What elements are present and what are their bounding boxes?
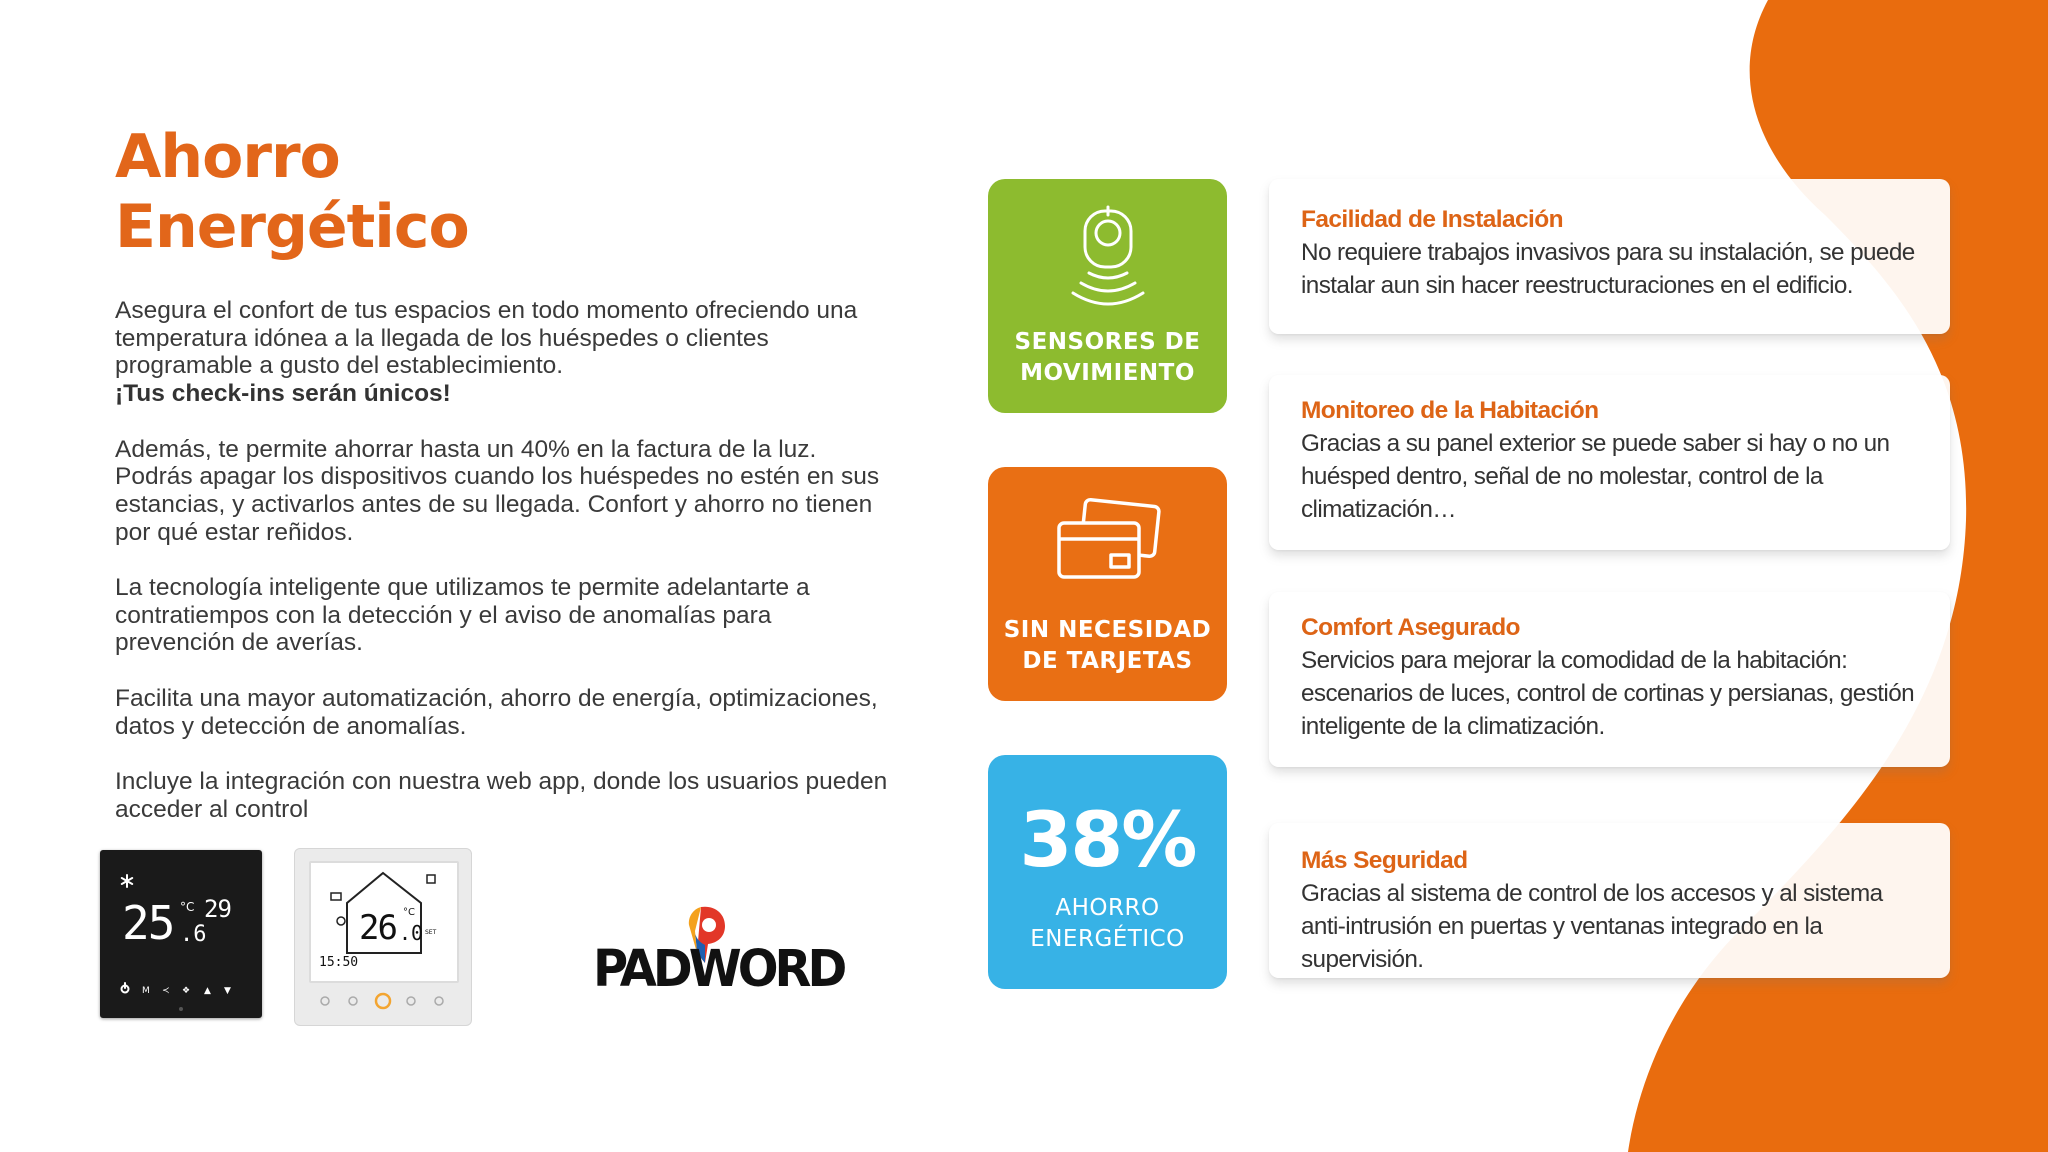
brand-name: PADWORD	[593, 939, 844, 999]
svg-text:❖: ❖	[182, 986, 191, 996]
white-thermostat-set-label: SET	[425, 929, 437, 936]
card-security-title: Más Seguridad	[1301, 847, 1468, 874]
tile-no-cards	[988, 467, 1227, 701]
thermostat-black-image	[100, 850, 262, 1018]
paragraph-1-text: Asegura el confort de tus espacios en todo momento ofreciendo una temperatura idónea a la llegada de los huéspedes o clientes programable a gusto del establecimiento.	[115, 297, 858, 380]
white-thermostat-time: 15:50	[319, 955, 359, 970]
tile-no-cards-label: SIN NECESIDAD DE TARJETAS	[1003, 617, 1212, 674]
white-thermostat-temp: 26	[359, 908, 396, 948]
paragraph-5: Incluye la integración con nuestra web app, donde los usuarios pueden acceder al control	[115, 767, 888, 823]
card-comfort	[1269, 592, 1950, 767]
white-thermostat-decimal: .0	[399, 921, 424, 945]
black-thermostat-set: 29	[204, 895, 231, 923]
black-thermostat-decimal: .6	[180, 922, 207, 947]
svg-text:M: M	[142, 986, 150, 996]
paragraph-4: Facilita una mayor automatización, ahorro de energía, optimizaciones, datos y detección de anomalías.	[115, 684, 878, 740]
white-thermostat-unit: °C	[403, 907, 415, 918]
card-monitoring-text: Gracias a su panel exterior se puede saber si hay o no un huésped dentro, señal de no molestar, control de la climatización…	[1301, 430, 1890, 523]
card-security	[1269, 823, 1950, 978]
paragraph-2: Además, te permite ahorrar hasta un 40% en la factura de la luz. Podrás apagar los dispositivos cuando los huéspedes no estén en sus estancias, y activarlos antes de su llegada. Confort y ahorro no tienen por qué estar reñidos.	[115, 435, 880, 546]
black-thermostat-temp: 25	[122, 896, 174, 950]
page-title	[115, 122, 469, 262]
svg-text:▼: ▼	[224, 986, 231, 996]
tile-energy-saving-label: AHORRO ENERGÉTICO	[1030, 895, 1185, 952]
paragraph-1-bold: ¡Tus check-ins serán únicos!	[115, 380, 451, 408]
svg-text:▲: ▲	[204, 986, 211, 996]
card-comfort-text: Servicios para mejorar la comodidad de la habitación: escenarios de luces, control de cortinas y persianas, gestión inteligente de la climatización.	[1301, 647, 1915, 740]
card-comfort-title: Comfort Asegurado	[1301, 614, 1520, 641]
tile-motion-sensors	[988, 179, 1227, 413]
card-security-text: Gracias al sistema de control de los accesos y al sistema anti-intrusión en puertas y ventanas integrado en la supervisión.	[1301, 880, 1883, 973]
brand-logo	[593, 905, 863, 1000]
card-installation	[1269, 179, 1950, 334]
thermostat-white-image	[294, 848, 472, 1026]
card-monitoring-title: Monitoreo de la Habitación	[1301, 397, 1599, 424]
energy-saving-percent: 38%	[1019, 795, 1196, 884]
title-line-2: Energético	[115, 192, 469, 262]
thermostat-screen	[309, 861, 459, 983]
svg-text:≺: ≺	[162, 986, 170, 996]
tile-energy-saving	[988, 755, 1227, 989]
tile-motion-sensors-label: SENSORES DE MOVIMIENTO	[1014, 329, 1201, 386]
control-labels	[142, 986, 231, 996]
power-ring-icon	[376, 994, 390, 1008]
card-installation-text: No requiere trabajos invasivos para su instalación, se puede instalar aun sin hacer reestructuraciones en el edificio.	[1301, 239, 1915, 299]
card-installation-title: Facilidad de Instalación	[1301, 206, 1563, 233]
paragraph-1	[115, 297, 895, 408]
black-thermostat-unit: °C	[180, 900, 195, 914]
power-mode-icons	[122, 983, 129, 993]
title-line-1: Ahorro	[115, 122, 340, 192]
body-text	[115, 297, 895, 851]
control-buttons	[321, 997, 443, 1005]
snowflake-icon	[122, 875, 132, 887]
motion-sensor-icon	[1063, 203, 1153, 323]
card-monitoring	[1269, 375, 1950, 550]
paragraph-3: La tecnología inteligente que utilizamos te permite adelantarte a contratiempos con la detección y el aviso de anomalías para prevención de averías.	[115, 574, 810, 657]
cards-icon	[1053, 497, 1163, 587]
